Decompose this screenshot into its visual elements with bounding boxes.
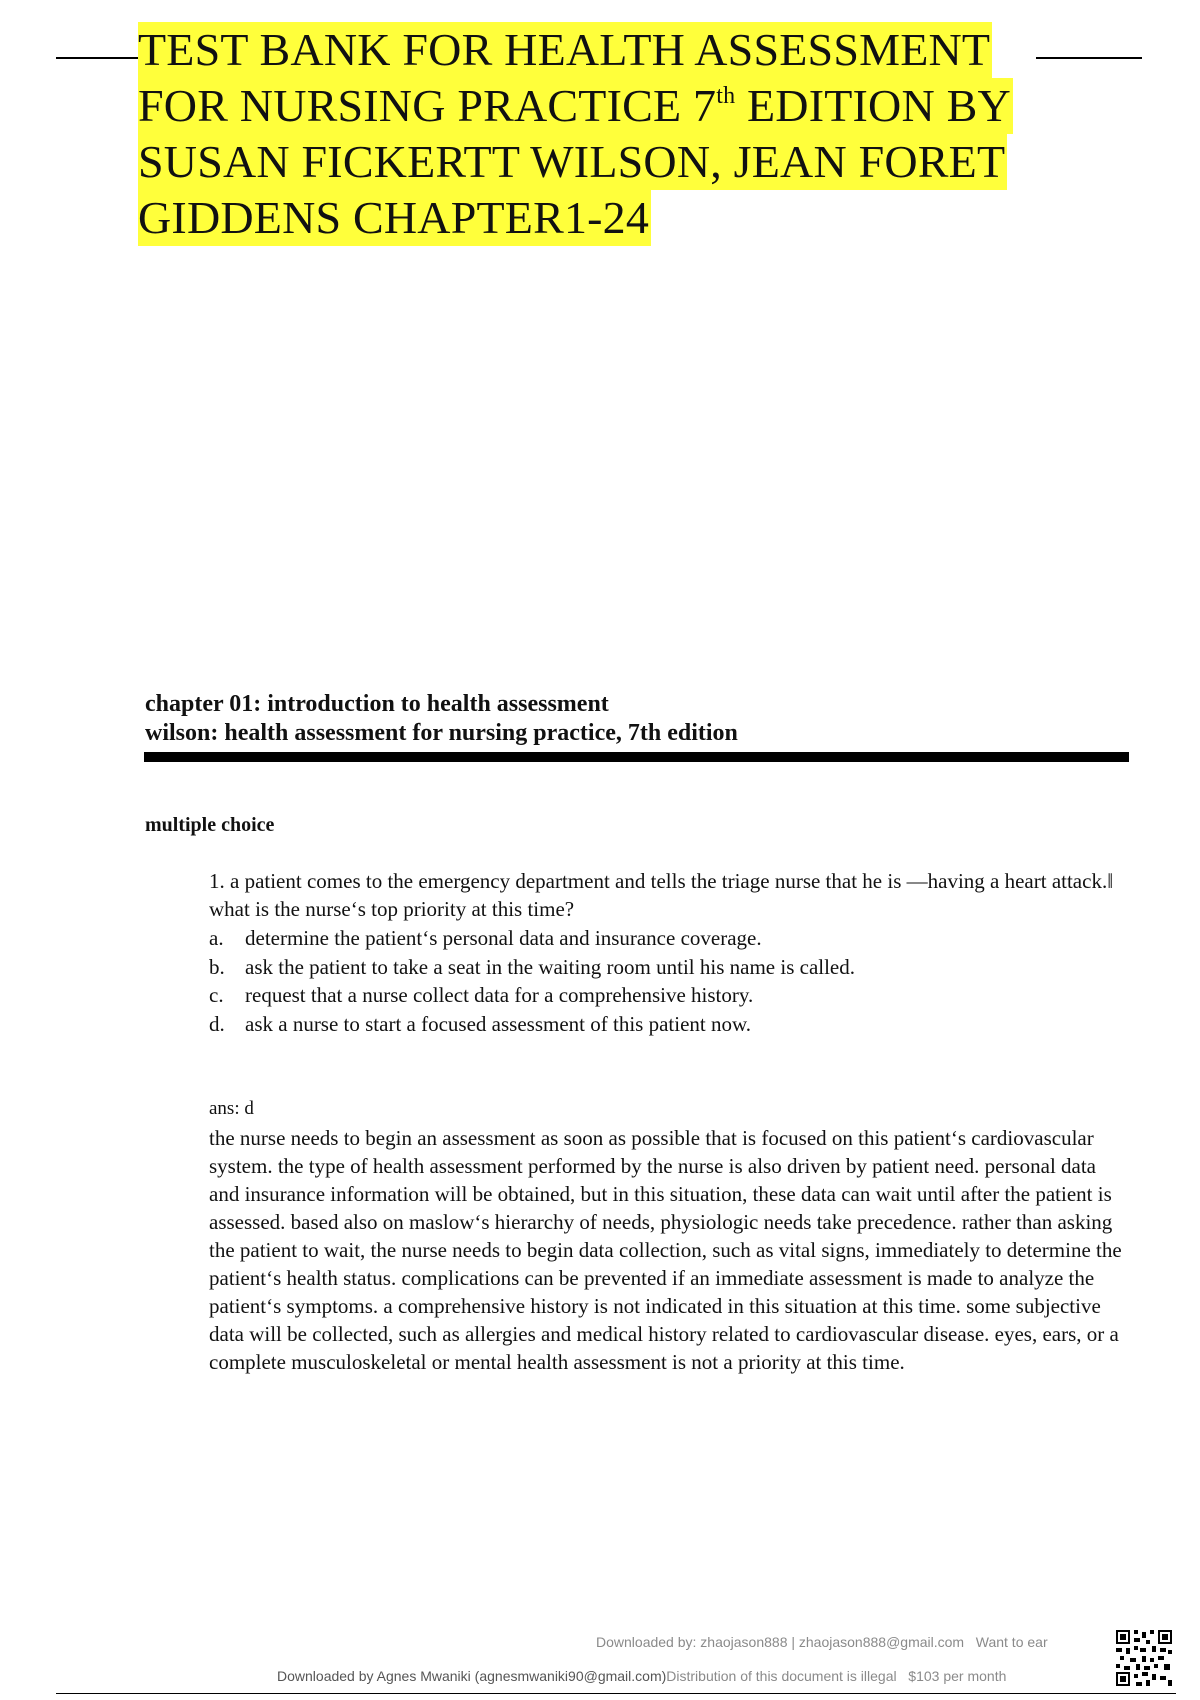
option-b xyxy=(209,953,1129,982)
qr-code-icon[interactable] xyxy=(1116,1630,1172,1686)
price-text: $103 per month xyxy=(908,1668,1007,1684)
title-line-2-post: EDITION BY xyxy=(735,80,1011,131)
chapter-title: chapter 01: introduction to health assessment xyxy=(145,691,609,717)
chapter-header xyxy=(145,690,1145,748)
option-text: ask a nurse to start a focused assessment of this patient now. xyxy=(245,1011,752,1036)
option-c xyxy=(209,981,1129,1010)
option-label: d. xyxy=(209,1011,225,1036)
question-text: 1. a patient comes to the emergency department and tells the triage nurse that he is ―having a heart attack.‖ what is the nurse‘s top priority at this time? xyxy=(209,869,1114,921)
title-line-2-pre: FOR NURSING PRACTICE 7 xyxy=(138,80,717,131)
chapter-divider xyxy=(144,752,1129,762)
title-line-3: SUSAN FICKERTT WILSON, JEAN FORET xyxy=(138,134,1007,190)
option-text: determine the patient‘s personal data and insurance coverage. xyxy=(245,926,762,950)
title-line-1: TEST BANK FOR HEALTH ASSESSMENT xyxy=(138,22,992,78)
footer-distribution xyxy=(277,1668,1006,1684)
option-a xyxy=(209,924,1129,953)
earn-link[interactable]: Want to ear xyxy=(975,1634,1048,1650)
option-d xyxy=(209,1010,1129,1039)
footer-download-info xyxy=(596,1634,1048,1650)
option-label: c. xyxy=(209,983,224,1007)
title-superscript: th xyxy=(716,83,736,109)
section-heading: multiple choice xyxy=(145,814,275,836)
option-label: a. xyxy=(209,926,224,950)
option-label: b. xyxy=(209,954,225,979)
title-line-2 xyxy=(138,78,1013,134)
answer-rationale: the nurse needs to begin an assessment as soon as possible that is focused on this patient‘s cardiovascular system. the type of health assessment performed by the nurse is also driven by patient need. personal data and insurance information will be obtained, but in this situation, these data can wait until after the patient is assessed. based also on maslow‘s hierarchy of needs, physiologic needs take precedence. rather than asking the patient to wait, the nurse needs to begin data collection, such as vital signs, immediately to determine the patient‘s health status. complications can be prevented if an immediate assessment is made to analyze the patient‘s symptoms. a comprehensive history is not indicated in this situation at this time. some subjective data will be collected, such as allergies and medical history related to cardiovascular disease. eyes, ears, or a complete musculoskeletal or mental health assessment is not a priority at this time. xyxy=(209,1126,1122,1374)
option-text: ask the patient to take a seat in the waiting room until his name is called. xyxy=(245,954,856,979)
downloaded-by-bottom: Downloaded by Agnes Mwaniki (agnesmwaniki90@gmail.com) xyxy=(277,1668,667,1684)
book-reference: wilson: health assessment for nursing practice, 7th edition xyxy=(145,720,738,746)
answer-key: ans: d xyxy=(209,1098,254,1119)
answer-options xyxy=(209,924,1129,1038)
option-text: request that a nurse collect data for a comprehensive history. xyxy=(245,983,754,1007)
document-title xyxy=(138,22,1098,246)
footer-rule xyxy=(56,1693,1176,1694)
title-rule-left xyxy=(56,57,140,59)
title-line-4: GIDDENS CHAPTER1-24 xyxy=(138,190,651,246)
downloaded-by-top: Downloaded by: zhaojason888 | zhaojason888@gmail.com xyxy=(596,1634,965,1650)
distribution-notice: Distribution of this document is illegal xyxy=(666,1668,897,1684)
